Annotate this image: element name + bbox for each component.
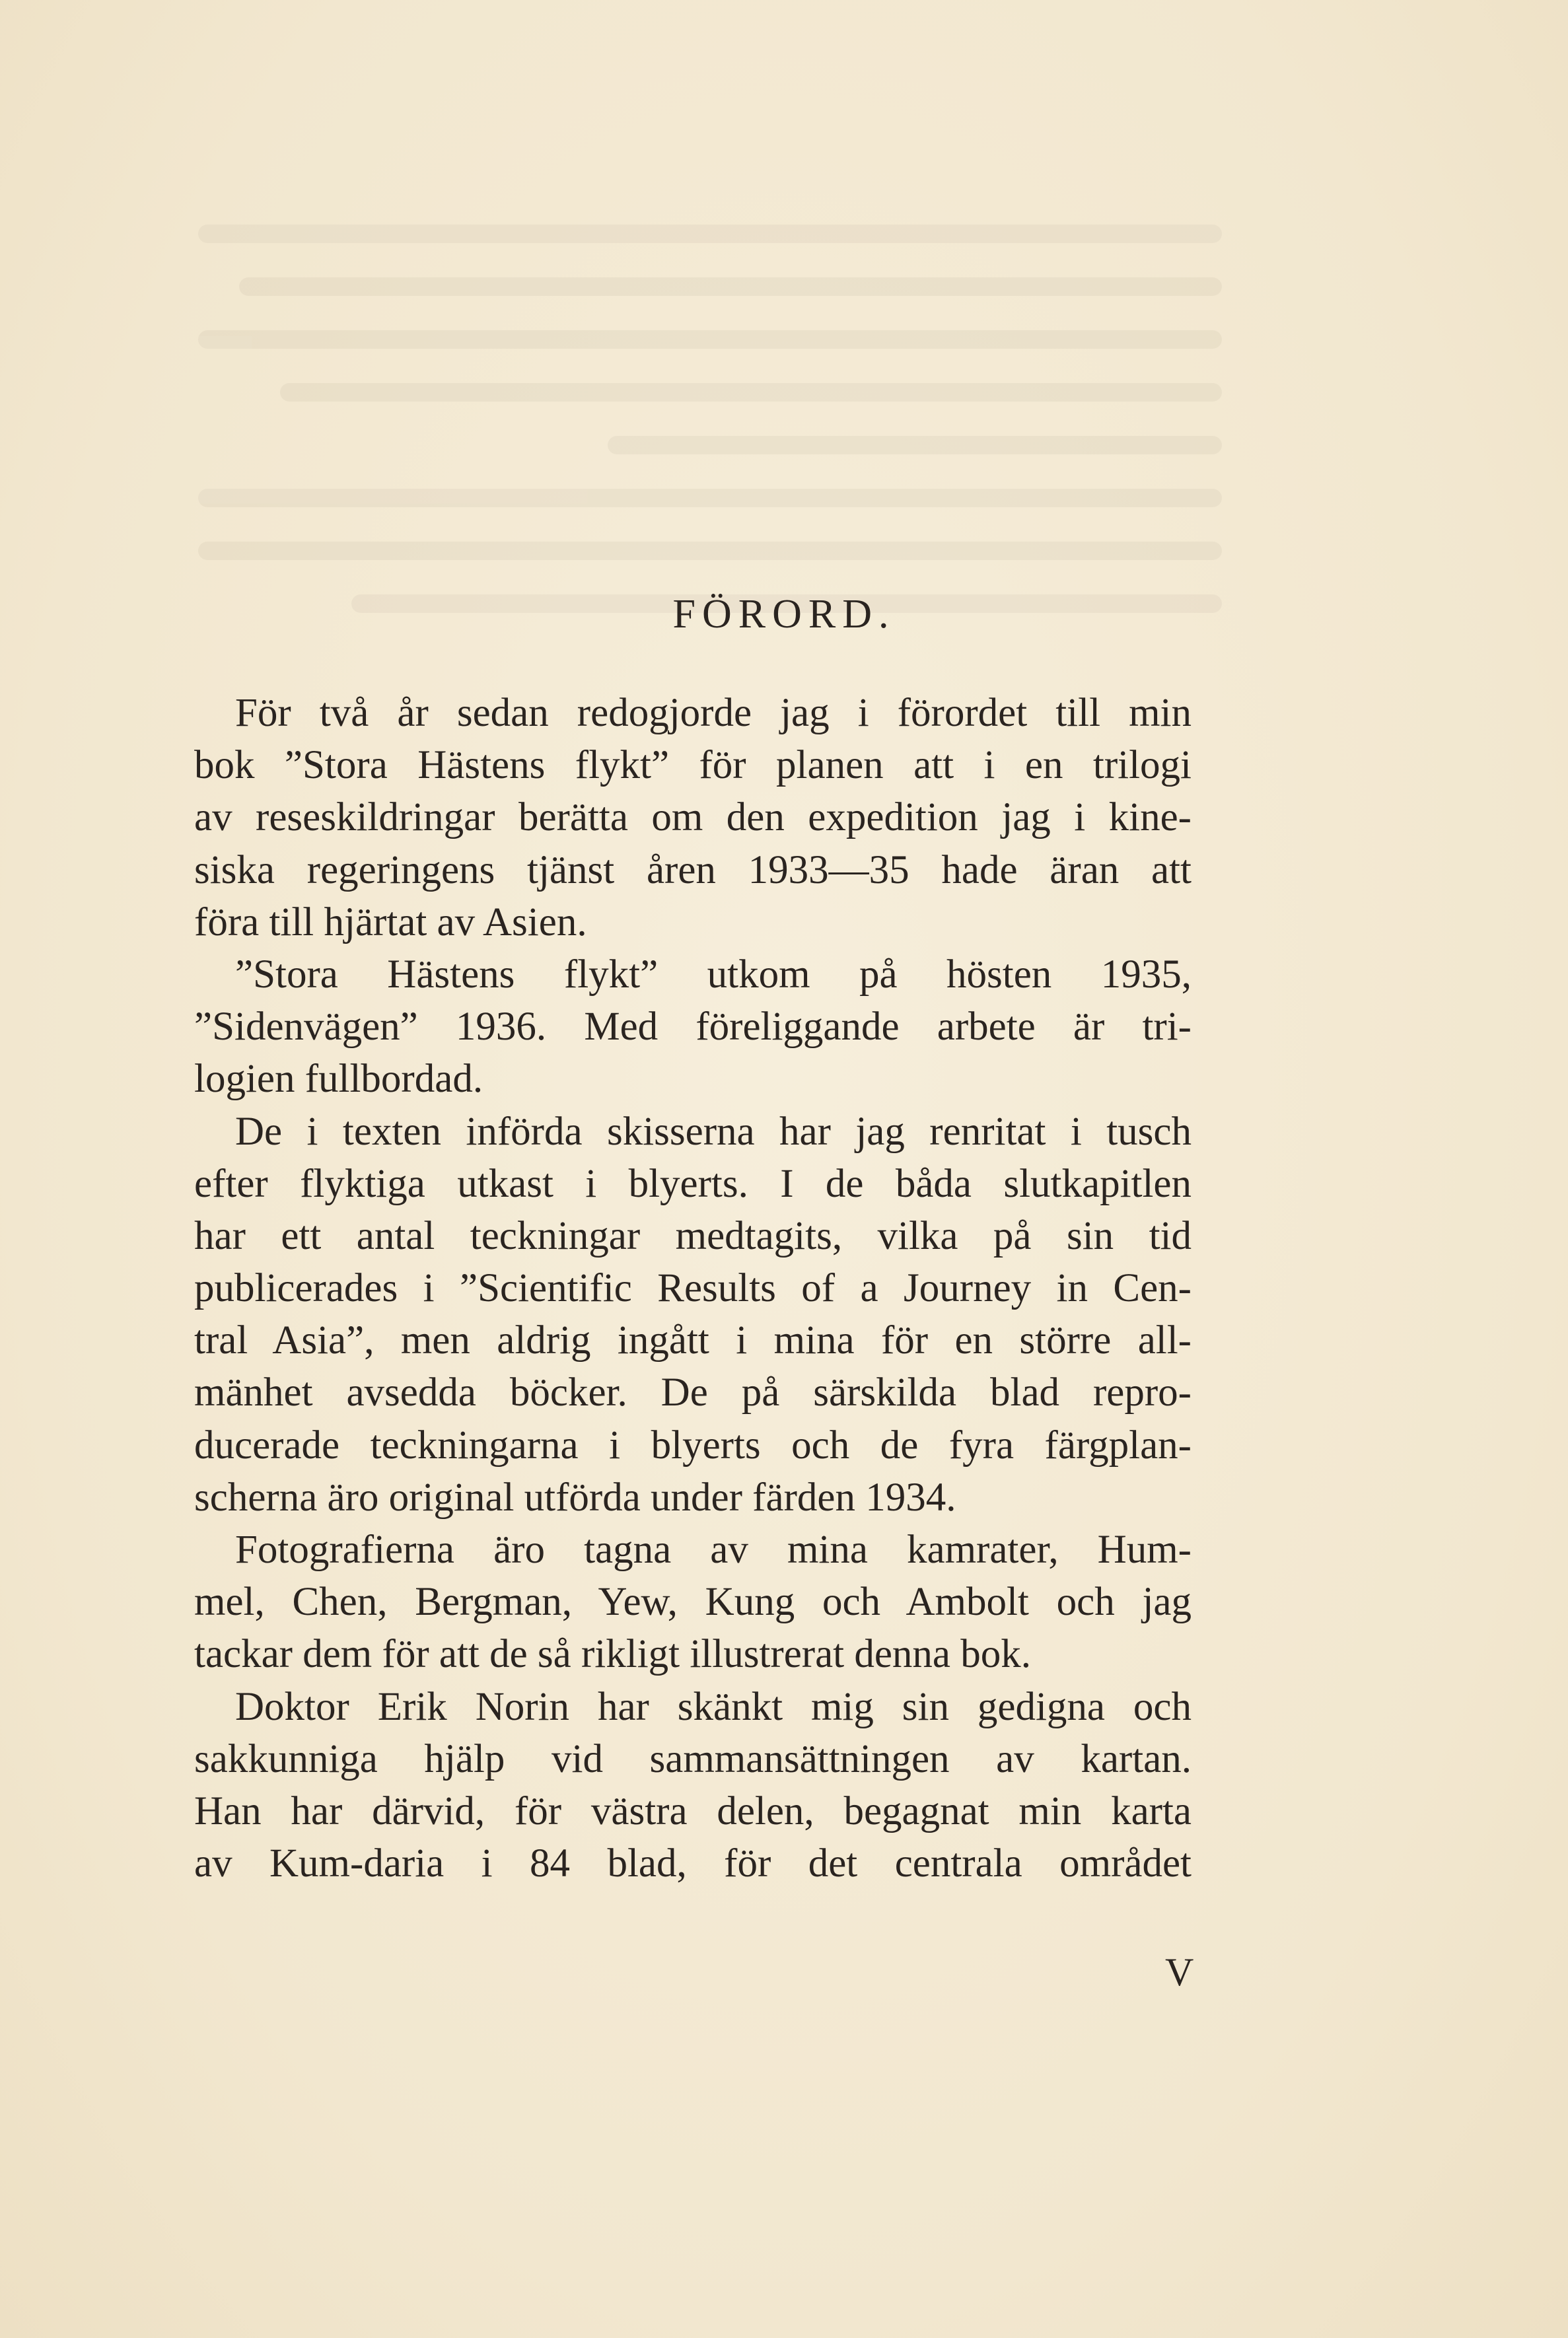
text-line: ducerade teckningarna i blyerts och de fyra färgplan- xyxy=(194,1423,1192,1468)
text-line: Doktor Erik Norin har skänkt mig sin gedigna och xyxy=(235,1684,1192,1729)
page-title: FÖRORD. xyxy=(672,592,896,637)
text-line: mänhet avsedda böcker. De på särskilda blad repro- xyxy=(194,1370,1192,1415)
text-line: har ett antal teckningar medtagits, vilka på sin tid xyxy=(194,1213,1192,1258)
text-line: logien fullbordad. xyxy=(194,1057,483,1102)
text-line: Han har därvid, för västra delen, begagnat min karta xyxy=(194,1789,1192,1833)
text-line: siska regeringens tjänst åren 1933—35 hade äran att xyxy=(194,847,1192,892)
text-line: av reseskildringar berätta om den expedition jag i kine- xyxy=(194,795,1192,840)
paragraph xyxy=(194,1106,1192,1524)
text-line: mel, Chen, Bergman, Yew, Kung och Ambolt och jag xyxy=(194,1580,1192,1625)
text-line: bok ”Stora Hästens flykt” för planen att i en trilogi xyxy=(194,743,1192,788)
text-line: sakkunniga hjälp vid sammansättningen av kartan. xyxy=(194,1736,1192,1781)
body-text xyxy=(194,687,1192,1890)
paragraph xyxy=(194,1524,1192,1681)
text-line: För två år sedan redogjorde jag i förordet till min xyxy=(235,691,1192,735)
text-line: av Kum-daria i 84 blad, för det centrala området xyxy=(194,1841,1192,1886)
text-line: publicerades i ”Scientific Results of a Journey in Cen- xyxy=(194,1266,1192,1311)
paragraph xyxy=(194,948,1192,1106)
text-line: Fotografierna äro tagna av mina kamrater, Hum- xyxy=(235,1528,1192,1572)
paragraph xyxy=(194,1681,1192,1890)
text-line: tral Asia”, men aldrig ingått i mina för en större all- xyxy=(194,1318,1192,1363)
text-line: De i texten införda skisserna har jag renritat i tusch xyxy=(235,1109,1192,1154)
text-line: föra till hjärtat av Asien. xyxy=(194,900,587,944)
text-line: efter flyktiga utkast i blyerts. I de båda slutkapitlen xyxy=(194,1161,1192,1206)
text-line: ”Stora Hästens flykt” utkom på hösten 1935, xyxy=(235,952,1192,997)
text-line: scherna äro original utförda under färden 1934. xyxy=(194,1475,956,1520)
page-number: V xyxy=(1165,1950,1194,1994)
paragraph xyxy=(194,687,1192,948)
text-line: ”Sidenvägen” 1936. Med föreliggande arbete är tri- xyxy=(194,1005,1192,1049)
text-line: tackar dem för att de så rikligt illustrerat denna bok. xyxy=(194,1632,1032,1677)
